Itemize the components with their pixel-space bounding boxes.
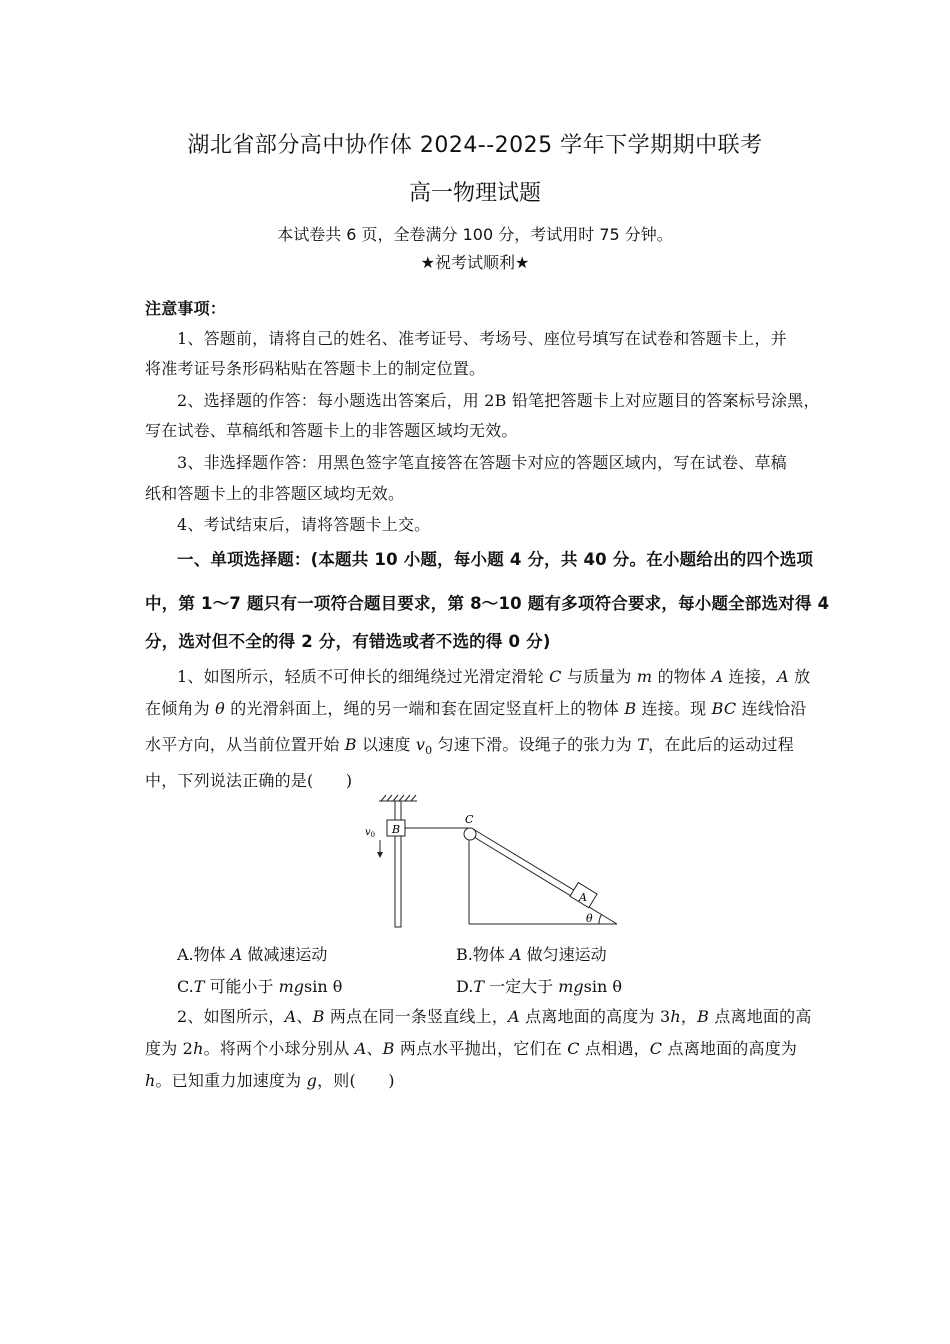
notice-item-3-line-2: 纸和答题卡上的非答题区域均无效。 <box>145 484 405 503</box>
notice-item-1-line-1: 1、答题前，请将自己的姓名、准考证号、考场号、座位号填写在试卷和答题卡上，并 <box>177 329 787 348</box>
ceiling-support <box>379 795 417 801</box>
option-b[interactable]: B.物体 A 做匀速运动 <box>456 945 607 964</box>
question-1-figure <box>355 792 625 932</box>
notice-heading: 注意事项： <box>145 299 227 318</box>
section-1-line-3: 分，选对但不全的得 2 分，有错选或者不选的得 0 分) <box>145 632 551 651</box>
question-2-line-1: 2、如图所示，A、B 两点在同一条竖直线上，A 点离地面的高度为 3h，B 点离地面的高 <box>177 1007 812 1026</box>
question-2-line-3: h。已知重力加速度为 g，则( ) <box>145 1071 395 1090</box>
rope-ca <box>473 829 577 892</box>
question-2-line-2: 度为 2h。将两个小球分别从 A、B 两点水平抛出，它们在 C 点相遇，C 点离地面的高度为 <box>145 1039 798 1058</box>
section-1-line-1: 一、单项选择题：(本题共 10 小题，每小题 4 分，共 40 分。在小题给出的四个选项 <box>177 550 814 569</box>
theta-arc <box>599 915 602 925</box>
incline-surface <box>469 834 617 924</box>
option-c[interactable]: C.T 可能小于 mgsin θ <box>177 977 343 996</box>
notice-item-3-line-1: 3、非选择题作答：用黑色签字笔直接答在答题卡对应的答题区域内，写在试卷、草稿 <box>177 453 787 472</box>
exam-info: 本试卷共 6 页，全卷满分 100 分，考试用时 75 分钟。 <box>277 225 673 244</box>
block-a-label: A <box>579 891 587 904</box>
question-1-line-3: 水平方向，从当前位置开始 B 以速度 $v_0$ 匀速下滑。设绳子的张力为 T，在此后的运动过程 <box>145 735 794 758</box>
question-1-line-4: 中，下列说法正确的是( ) <box>145 771 353 790</box>
option-d[interactable]: D.T 一定大于 mgsin θ <box>456 977 622 996</box>
velocity-label: $v_0$ <box>365 827 376 839</box>
notice-item-2-line-1: 2、选择题的作答：每小题选出答案后，用 2B 铅笔把答题卡上对应题目的答案标号涂黑， <box>177 391 820 410</box>
pulley-c-label: C <box>465 813 474 826</box>
section-1-line-2: 中，第 1～7 题只有一项符合题目要求，第 8～10 题有多项符合要求，每小题全部选对得 4 <box>145 594 830 613</box>
exam-wish: ★祝考试顺利★ <box>420 253 530 272</box>
theta-label: θ <box>586 912 593 925</box>
notice-item-1-line-2: 将准考证号条形码粘贴在答题卡上的制定位置。 <box>145 359 486 378</box>
question-1-line-2: 在倾角为 θ 的光滑斜面上，绳的另一端和套在固定竖直杆上的物体 B 连接。现 BC 连线恰沿 <box>145 699 807 718</box>
exam-title: 湖北省部分高中协作体 2024--2025 学年下学期期中联考 <box>187 133 763 158</box>
notice-item-4: 4、考试结束后，请将答题卡上交。 <box>177 515 431 534</box>
exam-subtitle: 高一物理试题 <box>408 181 541 206</box>
option-a[interactable]: A.物体 A 做减速运动 <box>177 945 328 964</box>
question-1-line-1: 1、如图所示，轻质不可伸长的细绳绕过光滑定滑轮 C 与质量为 m 的物体 A 连接，A 放 <box>177 667 811 686</box>
velocity-arrowhead <box>377 852 383 858</box>
block-b-label: B <box>392 823 401 836</box>
notice-item-2-line-2: 写在试卷、草稿纸和答题卡上的非答题区域均无效。 <box>145 421 518 440</box>
